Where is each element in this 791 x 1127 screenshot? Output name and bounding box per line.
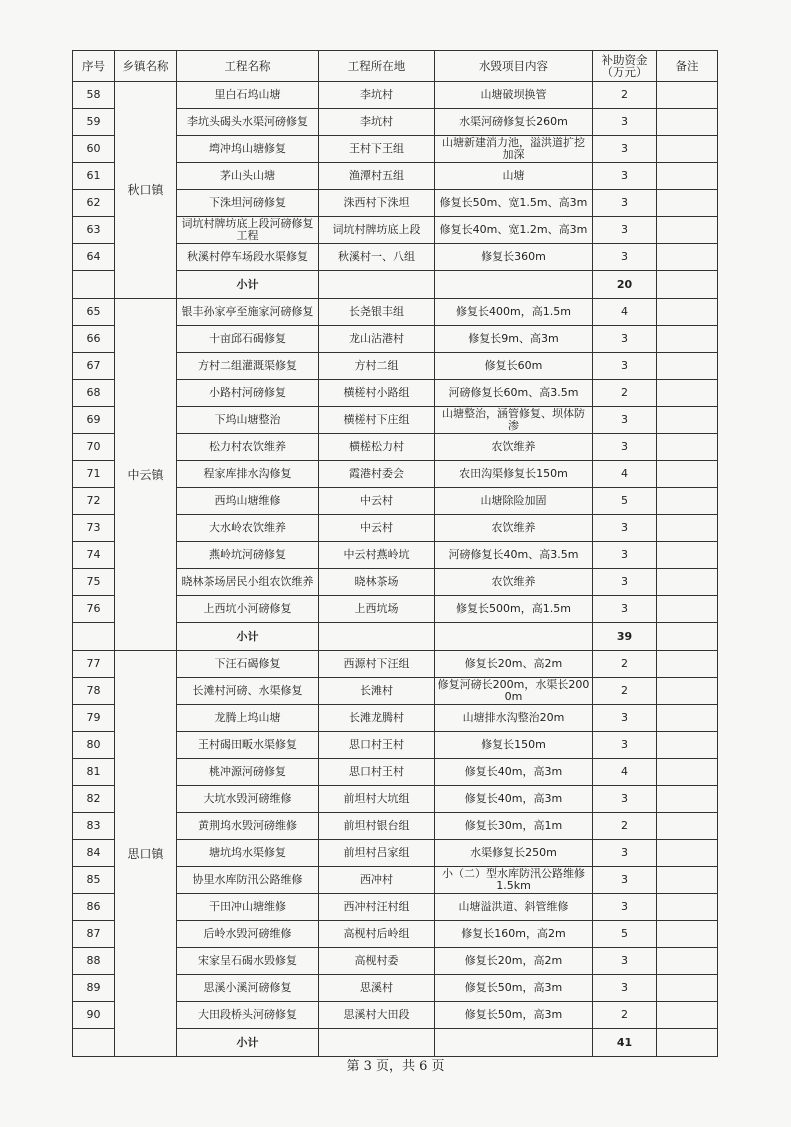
cell-note	[657, 353, 718, 380]
cell-location: 上西坑场	[319, 596, 435, 623]
cell-note	[657, 407, 718, 434]
header-no: 序号	[73, 51, 115, 82]
subtotal-no	[73, 1029, 115, 1057]
subtotal-label: 小计	[177, 271, 319, 299]
cell-location: 长滩村	[319, 678, 435, 705]
table-row	[73, 299, 718, 326]
cell-project: 下坞山塘整治	[177, 407, 319, 434]
cell-no: 83	[73, 813, 115, 840]
cell-content: 修复长20m，高2m	[435, 948, 593, 975]
cell-no: 77	[73, 651, 115, 678]
cell-project: 思溪小溪河磅修复	[177, 975, 319, 1002]
cell-funds: 3	[593, 353, 657, 380]
cell-note	[657, 542, 718, 569]
cell-no: 86	[73, 894, 115, 921]
cell-note	[657, 894, 718, 921]
cell-no: 65	[73, 299, 115, 326]
subtotal-funds: 20	[593, 271, 657, 299]
subtotal-location	[319, 271, 435, 299]
cell-no: 73	[73, 515, 115, 542]
cell-no: 89	[73, 975, 115, 1002]
cell-content: 山塘	[435, 163, 593, 190]
subtotal-location	[319, 623, 435, 651]
cell-no: 64	[73, 244, 115, 271]
cell-funds: 2	[593, 678, 657, 705]
cell-no: 69	[73, 407, 115, 434]
subtotal-label: 小计	[177, 1029, 319, 1057]
cell-funds: 3	[593, 434, 657, 461]
cell-content: 小（二）型水库防汛公路维修1.5km	[435, 867, 593, 894]
cell-location: 中云村	[319, 515, 435, 542]
header-project: 工程名称	[177, 51, 319, 82]
cell-note	[657, 380, 718, 407]
header-location: 工程所在地	[319, 51, 435, 82]
cell-funds: 5	[593, 488, 657, 515]
cell-no: 72	[73, 488, 115, 515]
cell-content: 修复长20m、高2m	[435, 651, 593, 678]
cell-project: 王村碣田畈水渠修复	[177, 732, 319, 759]
funding-table-sheet	[72, 50, 717, 1057]
funding-table	[72, 50, 718, 1057]
cell-no: 61	[73, 163, 115, 190]
cell-location: 横槎松力村	[319, 434, 435, 461]
cell-location: 前坦村银台组	[319, 813, 435, 840]
cell-no: 81	[73, 759, 115, 786]
cell-note	[657, 434, 718, 461]
cell-location: 中云村燕岭坑	[319, 542, 435, 569]
cell-funds: 2	[593, 380, 657, 407]
table-row	[73, 651, 718, 678]
cell-funds: 3	[593, 136, 657, 163]
cell-project: 大水岭农饮维养	[177, 515, 319, 542]
cell-funds: 3	[593, 596, 657, 623]
cell-note	[657, 569, 718, 596]
cell-funds: 2	[593, 82, 657, 109]
subtotal-no	[73, 623, 115, 651]
cell-project: 晓林茶场居民小组农饮维养	[177, 569, 319, 596]
cell-no: 74	[73, 542, 115, 569]
cell-location: 西冲村汪村组	[319, 894, 435, 921]
cell-funds: 2	[593, 651, 657, 678]
cell-content: 水渠修复长250m	[435, 840, 593, 867]
cell-location: 李坑村	[319, 109, 435, 136]
cell-content: 山塘除险加固	[435, 488, 593, 515]
cell-content: 农饮维养	[435, 515, 593, 542]
cell-content: 农饮维养	[435, 569, 593, 596]
cell-funds: 3	[593, 948, 657, 975]
cell-content: 山塘溢洪道、斜管维修	[435, 894, 593, 921]
cell-content: 河磅修复长40m、高3.5m	[435, 542, 593, 569]
cell-project: 长滩村河磅、水渠修复	[177, 678, 319, 705]
cell-funds: 5	[593, 921, 657, 948]
cell-funds: 3	[593, 163, 657, 190]
cell-content: 修复长9m、高3m	[435, 326, 593, 353]
subtotal-funds: 41	[593, 1029, 657, 1057]
cell-content: 修复长50m、宽1.5m、高3m	[435, 190, 593, 217]
cell-note	[657, 326, 718, 353]
cell-location: 西源村下汪组	[319, 651, 435, 678]
cell-project: 银丰孙家亭至施家河磅修复	[177, 299, 319, 326]
cell-funds: 3	[593, 515, 657, 542]
cell-no: 70	[73, 434, 115, 461]
cell-location: 龙山沾港村	[319, 326, 435, 353]
cell-note	[657, 217, 718, 244]
cell-no: 82	[73, 786, 115, 813]
cell-location: 横槎村下庄组	[319, 407, 435, 434]
cell-funds: 3	[593, 705, 657, 732]
cell-content: 修复长50m，高3m	[435, 1002, 593, 1029]
cell-note	[657, 867, 718, 894]
cell-content: 农饮维养	[435, 434, 593, 461]
cell-funds: 3	[593, 190, 657, 217]
cell-funds: 3	[593, 109, 657, 136]
cell-project: 方村二组灌溉渠修复	[177, 353, 319, 380]
cell-project: 后岭水毁河磅维修	[177, 921, 319, 948]
cell-note	[657, 515, 718, 542]
cell-no: 58	[73, 82, 115, 109]
subtotal-funds: 39	[593, 623, 657, 651]
cell-note	[657, 488, 718, 515]
cell-note	[657, 759, 718, 786]
cell-content: 修复长60m	[435, 353, 593, 380]
cell-project: 黄荆坞水毁河磅维修	[177, 813, 319, 840]
cell-funds: 3	[593, 326, 657, 353]
cell-note	[657, 596, 718, 623]
cell-no: 60	[73, 136, 115, 163]
cell-funds: 3	[593, 894, 657, 921]
subtotal-location	[319, 1029, 435, 1057]
cell-content: 修复长360m	[435, 244, 593, 271]
cell-content: 农田沟渠修复长150m	[435, 461, 593, 488]
cell-note	[657, 82, 718, 109]
cell-no: 87	[73, 921, 115, 948]
cell-content: 修复河磅长200m，水渠长2000m	[435, 678, 593, 705]
cell-location: 渔潭村五组	[319, 163, 435, 190]
cell-funds: 3	[593, 732, 657, 759]
cell-project: 程家库排水沟修复	[177, 461, 319, 488]
cell-content: 修复长30m，高1m	[435, 813, 593, 840]
cell-location: 王村下王组	[319, 136, 435, 163]
cell-location: 高枧村委	[319, 948, 435, 975]
cell-project: 上西坑小河磅修复	[177, 596, 319, 623]
subtotal-label: 小计	[177, 623, 319, 651]
cell-note	[657, 163, 718, 190]
header-funds: 补助资金（万元）	[593, 51, 657, 82]
cell-note	[657, 651, 718, 678]
cell-location: 词坑村牌坊底上段	[319, 217, 435, 244]
header-note: 备注	[657, 51, 718, 82]
cell-funds: 3	[593, 407, 657, 434]
cell-content: 山塘新建消力池，溢洪道扩挖加深	[435, 136, 593, 163]
cell-no: 90	[73, 1002, 115, 1029]
cell-project: 词坑村牌坊底上段河磅修复工程	[177, 217, 319, 244]
cell-note	[657, 461, 718, 488]
cell-note	[657, 705, 718, 732]
cell-note	[657, 109, 718, 136]
header-town: 乡镇名称	[115, 51, 177, 82]
subtotal-content	[435, 623, 593, 651]
cell-note	[657, 840, 718, 867]
cell-content: 河磅修复长60m、高3.5m	[435, 380, 593, 407]
cell-project: 西坞山塘维修	[177, 488, 319, 515]
cell-funds: 2	[593, 1002, 657, 1029]
cell-no: 67	[73, 353, 115, 380]
cell-no: 80	[73, 732, 115, 759]
cell-project: 燕岭坑河磅修复	[177, 542, 319, 569]
cell-no: 78	[73, 678, 115, 705]
cell-location: 李坑村	[319, 82, 435, 109]
cell-content: 修复长40m，高3m	[435, 786, 593, 813]
header-content: 水毁项目内容	[435, 51, 593, 82]
subtotal-note	[657, 623, 718, 651]
cell-funds: 3	[593, 244, 657, 271]
cell-content: 水渠河磅修复长260m	[435, 109, 593, 136]
cell-content: 山塘排水沟整治20m	[435, 705, 593, 732]
cell-no: 76	[73, 596, 115, 623]
cell-location: 晓林茶场	[319, 569, 435, 596]
cell-location: 中云村	[319, 488, 435, 515]
cell-project: 下汪石碣修复	[177, 651, 319, 678]
cell-project: 里白石坞山塘	[177, 82, 319, 109]
cell-no: 85	[73, 867, 115, 894]
cell-project: 秋溪村停车场段水渠修复	[177, 244, 319, 271]
subtotal-content	[435, 271, 593, 299]
cell-no: 88	[73, 948, 115, 975]
cell-project: 协里水库防汛公路维修	[177, 867, 319, 894]
subtotal-note	[657, 271, 718, 299]
table-row	[73, 82, 718, 109]
cell-location: 思口村王村	[319, 759, 435, 786]
cell-town: 中云镇	[115, 299, 177, 651]
cell-content: 修复长40m、宽1.2m、高3m	[435, 217, 593, 244]
cell-location: 前坦村吕家组	[319, 840, 435, 867]
cell-content: 修复长160m，高2m	[435, 921, 593, 948]
cell-location: 思溪村	[319, 975, 435, 1002]
cell-town: 思口镇	[115, 651, 177, 1057]
cell-content: 修复长40m，高3m	[435, 759, 593, 786]
cell-note	[657, 244, 718, 271]
cell-location: 横槎村小路组	[319, 380, 435, 407]
cell-note	[657, 136, 718, 163]
cell-location: 长滩龙腾村	[319, 705, 435, 732]
cell-note	[657, 678, 718, 705]
cell-location: 秋溪村一、八组	[319, 244, 435, 271]
cell-project: 下洙坦河磅修复	[177, 190, 319, 217]
cell-no: 71	[73, 461, 115, 488]
cell-content: 修复长50m，高3m	[435, 975, 593, 1002]
cell-content: 修复长150m	[435, 732, 593, 759]
cell-location: 洙西村下洙坦	[319, 190, 435, 217]
cell-no: 75	[73, 569, 115, 596]
cell-location: 前坦村大坑组	[319, 786, 435, 813]
cell-note	[657, 975, 718, 1002]
cell-funds: 4	[593, 299, 657, 326]
cell-funds: 4	[593, 759, 657, 786]
cell-note	[657, 786, 718, 813]
cell-note	[657, 813, 718, 840]
cell-funds: 3	[593, 867, 657, 894]
cell-funds: 3	[593, 840, 657, 867]
cell-project: 大田段桥头河磅修复	[177, 1002, 319, 1029]
cell-project: 李坑头碣头水渠河磅修复	[177, 109, 319, 136]
cell-no: 62	[73, 190, 115, 217]
subtotal-note	[657, 1029, 718, 1057]
cell-content: 修复长400m，高1.5m	[435, 299, 593, 326]
cell-location: 思口村王村	[319, 732, 435, 759]
cell-no: 68	[73, 380, 115, 407]
cell-project: 宋家呈石碣水毁修复	[177, 948, 319, 975]
cell-project: 塘坑坞水渠修复	[177, 840, 319, 867]
cell-funds: 3	[593, 786, 657, 813]
page-number: 第 3 页，共 6 页	[346, 1059, 445, 1074]
cell-project: 十亩邱石碣修复	[177, 326, 319, 353]
cell-project: 小路村河磅修复	[177, 380, 319, 407]
cell-location: 霞港村委会	[319, 461, 435, 488]
table-body	[73, 82, 718, 1057]
cell-project: 干田冲山塘维修	[177, 894, 319, 921]
cell-project: 桃冲源河磅修复	[177, 759, 319, 786]
cell-project: 塆冲坞山塘修复	[177, 136, 319, 163]
subtotal-no	[73, 271, 115, 299]
cell-note	[657, 732, 718, 759]
cell-no: 66	[73, 326, 115, 353]
cell-note	[657, 1002, 718, 1029]
cell-location: 高枧村后岭组	[319, 921, 435, 948]
cell-location: 西冲村	[319, 867, 435, 894]
cell-no: 63	[73, 217, 115, 244]
cell-content: 山塘破坝换管	[435, 82, 593, 109]
cell-note	[657, 921, 718, 948]
cell-no: 79	[73, 705, 115, 732]
cell-funds: 3	[593, 542, 657, 569]
cell-project: 茅山头山塘	[177, 163, 319, 190]
cell-funds: 2	[593, 813, 657, 840]
cell-no: 84	[73, 840, 115, 867]
cell-project: 龙腾上坞山塘	[177, 705, 319, 732]
cell-funds: 3	[593, 569, 657, 596]
table-header-row	[73, 51, 718, 82]
cell-note	[657, 299, 718, 326]
cell-location: 长尧银丰组	[319, 299, 435, 326]
cell-content: 修复长500m，高1.5m	[435, 596, 593, 623]
cell-note	[657, 948, 718, 975]
cell-note	[657, 190, 718, 217]
cell-funds: 3	[593, 217, 657, 244]
cell-no: 59	[73, 109, 115, 136]
cell-funds: 3	[593, 975, 657, 1002]
cell-town: 秋口镇	[115, 82, 177, 299]
subtotal-content	[435, 1029, 593, 1057]
cell-content: 山塘整治，涵管修复、坝体防渗	[435, 407, 593, 434]
cell-funds: 4	[593, 461, 657, 488]
cell-location: 方村二组	[319, 353, 435, 380]
cell-project: 大坑水毁河磅维修	[177, 786, 319, 813]
cell-project: 松力村农饮维养	[177, 434, 319, 461]
cell-location: 思溪村大田段	[319, 1002, 435, 1029]
